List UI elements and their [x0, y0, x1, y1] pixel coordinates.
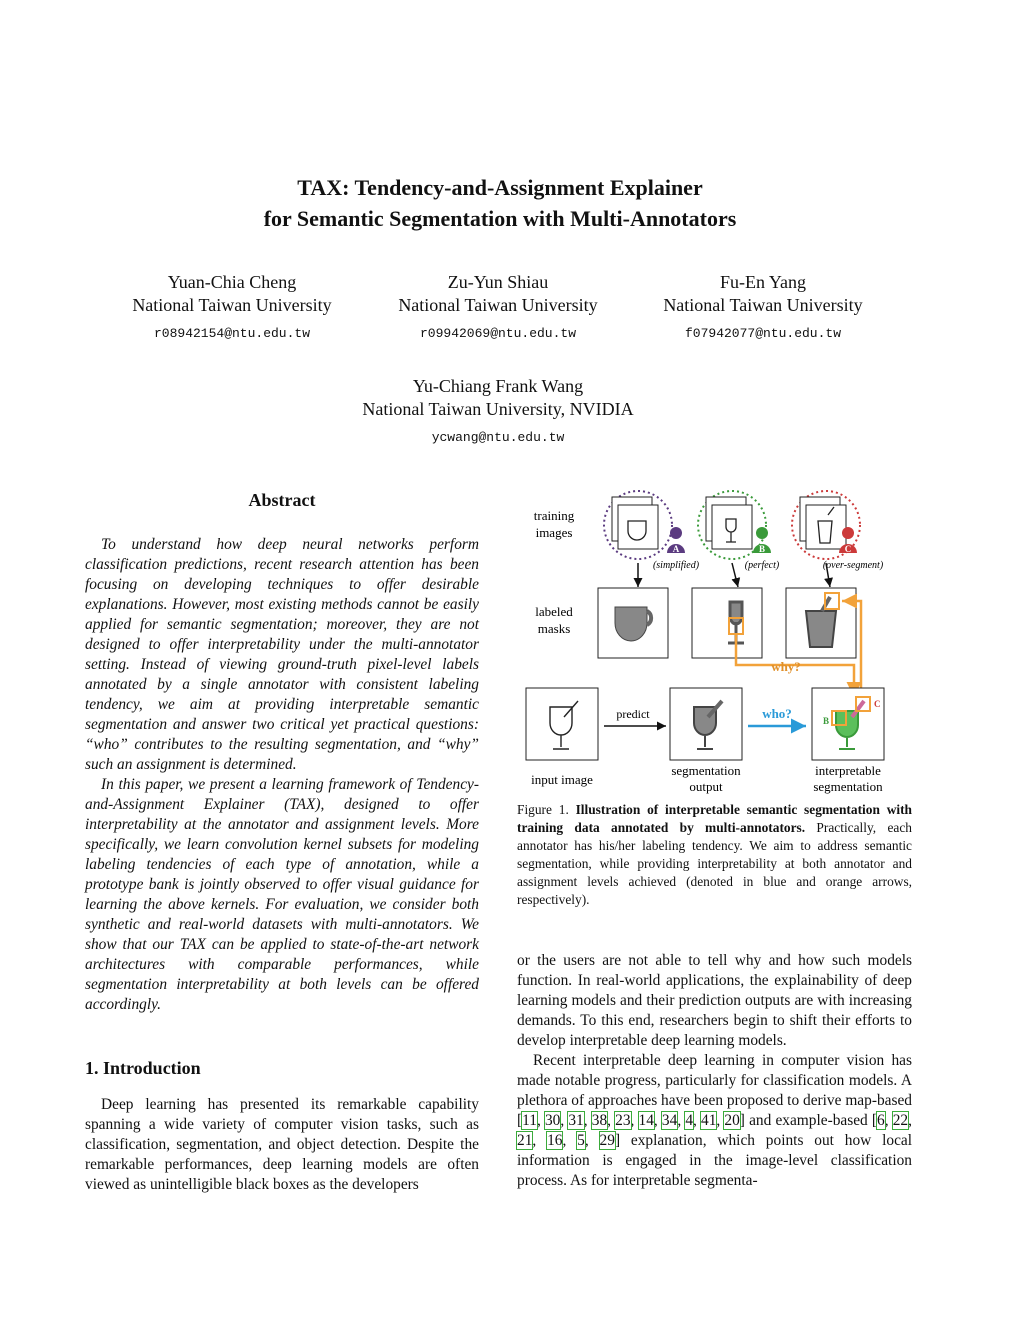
author-email[interactable]: r09942069@ntu.edu.tw: [419, 326, 577, 341]
svg-text:B: B: [758, 544, 766, 554]
citation[interactable]: 6: [877, 1112, 885, 1129]
label-input-image: input image: [531, 772, 593, 787]
intro-paragraph: Recent interpretable deep learning in computer vision has made notable progress, particularly for classification models. A plethora of approaches have been proposed to derive map-based [11, 30, 31, 38, 23, 14, 34, 4, 41, 20] and example-based [6, 22, 21, 16, 5, 29] explanation, which points out how local information is engaged in the image-level classification process. As for interpretable segmenta-: [517, 1052, 913, 1189]
label-seg-2: output: [689, 779, 723, 794]
intro-paragraph: Deep learning has presented its remarkable capability spanning a wide variety of computer vision tasks, such as classification, segmentation, and object detection. Despite the remarkable performances, deep learning models are often viewed as unintelligible black boxes as the developers: [85, 1096, 479, 1193]
mask-a: [598, 588, 668, 658]
abstract-heading: Abstract: [248, 490, 316, 510]
citation[interactable]: 23: [615, 1112, 631, 1129]
title-line-1: TAX: Tendency-and-Assignment Explainer: [297, 175, 703, 200]
training-group-a: [604, 491, 672, 559]
tag-over-segment: (over-segment): [822, 560, 884, 571]
figure-caption: [517, 801, 912, 909]
label-images: images: [535, 525, 573, 540]
abstract-paragraph: To understand how deep neural networks perform classification predictions, recent research attention has been focusing on developing techniques to offer desirable explanations. However, most existing methods cannot be easily applied for semantic segmentation; moreover, they are not designed to offer interpretability under the multi-annotator setting. Instead of viewing ground-truth pixel-level labels annotated by a single annotator with consistent labeling tendency, we aim at providing interpretable semantic segmentation and answer two critical yet practical questions: “who” contributes to the resulting segmentation, and “why” such an assignment is determined.: [85, 536, 479, 773]
citation[interactable]: 41: [701, 1112, 717, 1129]
citation[interactable]: 16: [547, 1132, 563, 1149]
label-training: training: [533, 508, 575, 523]
label-predict: predict: [616, 707, 650, 721]
author-email[interactable]: r08942154@ntu.edu.tw: [153, 326, 311, 341]
author-name: Zu-Yun Shiau: [447, 272, 549, 292]
mask-c: [786, 588, 856, 658]
citation[interactable]: 11: [522, 1112, 537, 1129]
citation[interactable]: 30: [544, 1112, 561, 1129]
caption-label: Figure 1.: [517, 802, 576, 817]
tag-simplified: (simplified): [652, 560, 700, 571]
citation[interactable]: 20: [724, 1112, 740, 1129]
citation[interactable]: 38: [591, 1112, 608, 1129]
caption-text: Practically, each annotator has his/her labeling tendency. We aim to address semantic segmentation, while providing interpretability at both annotator and assignment levels achieved (denoted in blue and orange arrows, respectively).: [517, 820, 912, 907]
label-masks: masks: [537, 621, 571, 636]
author-affiliation: National Taiwan University: [398, 295, 598, 315]
caption-bold: Illustration of interpretable semantic segmentation with training data annotated by multi-annotators.: [517, 802, 912, 835]
intro-paragraph: or the users are not able to tell why and how such models function. In real-world applications, the explainability of deep learning models and their prediction outputs are with increasing demands. To this end, researchers begin to shift their efforts to develop interpretable deep learning models.: [517, 952, 912, 1049]
author-name: Yuan-Chia Cheng: [167, 272, 297, 292]
label-interp-1: interpretable: [815, 763, 881, 778]
citation[interactable]: 21: [517, 1132, 533, 1149]
intro-right: [517, 951, 912, 1191]
citation[interactable]: 34: [661, 1112, 678, 1129]
intro-left: [85, 1095, 479, 1195]
author-affiliation: National Taiwan University: [663, 295, 863, 315]
citation[interactable]: 4: [685, 1112, 694, 1129]
citation[interactable]: 29: [599, 1132, 615, 1149]
author-block: [318, 375, 678, 449]
citation[interactable]: 14: [638, 1112, 654, 1129]
label-labeled: labeled: [535, 604, 573, 619]
label-why: why?: [771, 659, 801, 674]
citation[interactable]: 5: [577, 1132, 585, 1149]
label-who: who?: [762, 706, 792, 721]
mask-b: [692, 588, 762, 658]
abstract-body: [85, 535, 479, 1015]
abstract-paragraph: In this paper, we present a learning framework of Tendency-and-Assignment Explainer (TAX), designed to offer interpretability at the annotator and assignment levels. More specifically, we learn convolution kernel subsets for modeling labeling tendencies of each type of annotation, while a prototype bank is jointly observed to offer visual guidance for learning the above kernels. For evaluation, we consider both synthetic and real-world datasets with multi-annotators. We show that our TAX can be applied to state-of-the-art network architectures with comparable performances, while segmentation interpretability at both levels can be offered accordingly.: [85, 776, 479, 1013]
svg-text:A: A: [672, 544, 680, 554]
author-block: [82, 271, 382, 345]
input-image: [526, 688, 598, 760]
author-email[interactable]: f07942077@ntu.edu.tw: [684, 326, 842, 341]
segmentation-output: [670, 688, 742, 760]
svg-text:C: C: [844, 544, 852, 554]
annotator-a-icon: [667, 527, 685, 554]
author-block: [348, 271, 648, 345]
title-line-2: for Semantic Segmentation with Multi-Annotators: [263, 206, 737, 231]
tag-perfect: (perfect): [744, 560, 780, 571]
author-email[interactable]: ycwang@ntu.edu.tw: [431, 430, 565, 445]
svg-text:B: B: [823, 716, 830, 726]
author-block: [613, 271, 913, 345]
author-affiliation: National Taiwan University, NVIDIA: [362, 399, 634, 419]
figure-1: [520, 485, 920, 800]
label-interp-2: segmentation: [813, 779, 883, 794]
author-name: Yu-Chiang Frank Wang: [412, 376, 584, 396]
author-name: Fu-En Yang: [719, 272, 807, 292]
svg-text:C: C: [874, 699, 881, 709]
interpretable-segmentation: [812, 688, 884, 760]
author-affiliation: National Taiwan University: [132, 295, 332, 315]
citation[interactable]: 22: [892, 1112, 909, 1129]
label-seg-1: segmentation: [671, 763, 741, 778]
section-heading: 1. Introduction: [85, 1058, 201, 1078]
citation[interactable]: 31: [568, 1112, 584, 1129]
paper-title: [0, 172, 1000, 234]
